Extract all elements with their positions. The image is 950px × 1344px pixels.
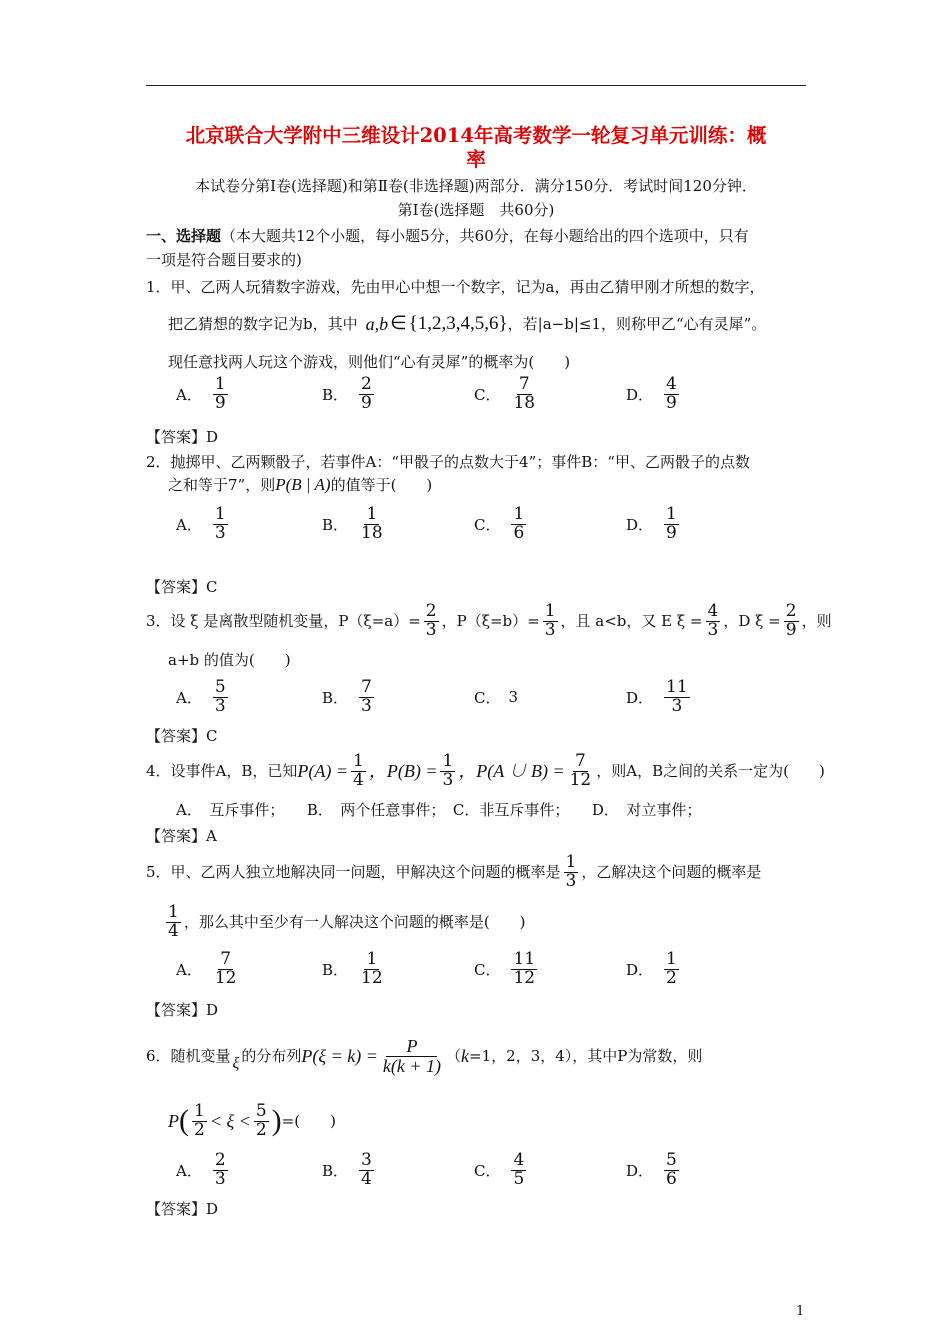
numerator: 2 [361,373,372,394]
option-label: C． [474,515,501,534]
page-number: 1 [796,1304,805,1319]
option-fraction [664,503,679,543]
numerator: 2 [214,1149,226,1170]
q4-line-1 [146,750,825,792]
q6-right-paren: ) [271,1104,282,1137]
denominator: 4 [361,1168,372,1189]
q3-option-b [322,674,377,720]
q4-math-2: ，P(B) = [368,761,438,781]
denominator: 3 [214,522,226,543]
q6-math-1: P(ξ = k) = [301,1046,378,1066]
q6-frac-2: $\frac{5}{2}$ [255,1100,267,1140]
numerator: 11 [666,676,688,697]
option-label: D． [626,1161,654,1180]
q6-text-2: 的分布列 [241,1047,302,1065]
numerator: 1 [366,948,378,969]
q3-option-a [176,674,231,720]
denominator: 3 [214,1168,226,1189]
denominator: 6 [666,1168,677,1189]
numerator: 1 [214,503,226,524]
option-fraction [664,373,679,413]
q4-options: A． 互斥事件； B． 两个任意事件； C．非互斥事件； D． 对立事件； [176,801,702,819]
q6-xi: ξ [232,1055,240,1072]
numerator: 3 [361,1149,372,1170]
numerator: 1 [513,503,525,524]
q2-line-2 [168,475,432,495]
denominator: 5 [513,1168,525,1189]
q6-frac-1: $\frac{1}{2}$ [194,1100,205,1140]
q3-frac-3: $\frac{4}{3}$ [707,600,719,640]
q1-math-ab: a,b [365,314,389,334]
denominator: 3 [361,695,372,716]
option-fraction [359,503,385,543]
q1-text-b: ，若|a−b|≤1，则称甲乙“心有灵犀”。 [507,315,767,333]
denominator: 9 [666,392,677,413]
q2-option-a [176,501,231,547]
denominator: 18 [361,522,383,543]
q2-text-a: 之和等于7”，则 [168,476,276,494]
option-fraction [359,1149,374,1189]
option-label: A． [176,688,202,707]
q5-answer: 【答案】D [146,1001,219,1019]
q6-ineq: < ξ < [209,1111,251,1131]
q2-text-b: 的值等于( ) [330,476,433,494]
q3-line-1 [146,600,832,642]
section-label: 一、选择题 [146,227,222,245]
option-fraction [213,676,228,716]
q5-frac-2: $\frac{1}{4}$ [168,901,179,941]
numerator: 4 [666,373,677,394]
q3-text-2: ，P（ξ=b）= [441,612,540,630]
q2-answer: 【答案】C [146,578,218,596]
q6-text-3: （ [446,1047,462,1065]
q6-left-paren: ( [179,1104,189,1137]
numerator: 1 [366,503,378,524]
q6-line-1 [146,1030,702,1082]
q4-text-1: 4．设事件A，B，已知 [146,762,298,780]
title-line-1: 北京联合大学附中三维设计2014年高考数学一轮复习单元训练：概 [185,124,767,147]
option-fraction [511,373,537,413]
numerator: 11 [513,948,536,969]
q6-frac-main: $\frac{P}{k(k + 1)}$ [382,1035,442,1076]
q4-math-3: ，P(A ∪ B) = [458,761,565,781]
q6-text-5: =( ) [281,1112,336,1130]
q3-text-1: 3．设 ξ 是离散型随机变量，P（ξ=a）= [146,612,421,630]
q5-line-2 [166,900,526,944]
q2-option-b [322,501,388,547]
option-fraction [511,503,526,543]
q6-text-1: 6．随机变量 [146,1047,231,1065]
q6-option-c [474,1147,529,1193]
q3-option-c [474,674,518,720]
q3-line-2: a+b 的值为( ) [168,651,291,669]
q5-text-2: ，乙解决这个问题的概率是 [581,863,762,881]
q5-option-c [474,946,540,992]
numerator: 7 [518,373,530,394]
option-fraction [359,676,374,716]
title-line-2: 率 [466,148,486,171]
q5-text-1: 5．甲、乙两人独立地解决同一问题，甲解决这个问题的概率是 [146,863,561,881]
q3-answer: 【答案】C [146,727,218,745]
option-label: A． [176,515,202,534]
q1-set: {1,2,3,4,5,6} [408,313,508,334]
q2-math: P(B | A) [275,475,331,494]
q1-option-a [176,371,231,417]
option-fraction [213,948,239,988]
q2-line-1: 2．抛掷甲、乙两颗骰子，若事件A：“甲骰子的点数大于4”；事件B：“甲、乙两骰子的点数 [146,453,750,471]
q2-option-d [626,501,682,547]
option-value: 3 [508,688,519,706]
exam-intro: 本试卷分第Ⅰ卷(选择题)和第Ⅱ卷(非选择题)两部分．满分150分．考试时间120分钟． [195,177,757,195]
section-desc: （本大题共12个小题，每小题5分，共60分，在每小题给出的四个选项中，只有 [221,227,749,245]
q6-answer: 【答案】D [146,1200,219,1218]
q6-option-d [626,1147,682,1193]
denominator: 12 [513,967,536,988]
q1-line-1: 1．甲、乙两人玩猜数字游戏，先由甲心中想一个数字，记为a，再由乙猜甲刚才所想的数字， [146,278,765,296]
q6-k: k [461,1046,470,1066]
part-one-heading: 第Ⅰ卷(选择题 共60分) [397,201,555,219]
denominator: 12 [214,967,237,988]
q3-text-4: ，D ξ = [723,612,781,630]
option-label: C． [474,688,501,707]
denominator: 2 [666,967,677,988]
option-fraction [664,1149,679,1189]
denominator: 6 [513,522,525,543]
q6-p: P [168,1111,179,1131]
option-label: B． [322,515,349,534]
numerator: 7 [220,948,232,969]
denominator: 9 [214,392,226,413]
q6-option-a [176,1147,231,1193]
option-fraction [511,1149,526,1189]
q1-line-3: 现任意找两人玩这个游戏，则他们“心有灵犀”的概率为( ) [168,353,571,371]
section-desc-2: 一项是符合题目要求的) [146,251,302,269]
q4-math-1: P(A) = [297,761,349,781]
section-heading [146,226,749,246]
option-fraction [511,948,537,988]
option-label: B． [322,688,349,707]
option-fraction [213,1149,228,1189]
option-fraction [359,373,374,413]
option-fraction [664,948,679,988]
q1-answer: 【答案】D [146,428,219,446]
q5-text-3: ，那么其中至少有一人解决这个问题的概率是( ) [183,913,526,931]
q1-text-a: 把乙猜想的数字记为b，其中 [168,315,358,333]
q3-frac-1: $\frac{2}{3}$ [425,600,437,640]
option-label: B． [322,960,349,979]
option-fraction [664,676,690,716]
denominator: 9 [361,392,372,413]
numerator: 5 [666,1149,677,1170]
q4-text-2: ，则A，B之间的关系一定为( ) [596,762,825,780]
q3-frac-4: $\frac{2}{9}$ [785,600,797,640]
option-label: D． [626,688,654,707]
option-label: A． [176,960,202,979]
q6-line-2 [168,1098,336,1144]
denominator: 3 [671,695,683,716]
q3-option-d [626,674,693,720]
numerator: 1 [214,373,226,394]
numerator: 7 [361,676,372,697]
denominator: 3 [214,695,226,716]
option-label: C． [474,960,501,979]
option-label: C． [474,385,501,404]
q3-text-5: ，则 [801,612,832,630]
q1-option-d [626,371,682,417]
option-label: C． [474,1161,501,1180]
numerator: 5 [214,676,226,697]
q5-option-a [176,946,241,992]
q2-option-c [474,501,529,547]
option-fraction [359,948,385,988]
denominator: 9 [666,522,677,543]
q5-option-b [322,946,388,992]
q4-frac-3: $\frac{7}{12}$ [569,750,592,790]
option-label: B． [322,385,349,404]
q1-in-symbol: ∈ [390,313,407,334]
q6-option-b [322,1147,377,1193]
denominator: 12 [361,967,383,988]
option-label: A． [176,1161,202,1180]
option-label: D． [626,385,654,404]
q4-answer: 【答案】A [146,827,217,845]
numerator: 4 [513,1149,525,1170]
document-title [140,124,812,172]
header-rule [146,85,806,86]
q6-text-4: =1，2，3，4），其中P为常数，则 [469,1047,703,1065]
numerator: 1 [666,948,677,969]
q4-frac-1: $\frac{1}{4}$ [353,750,364,790]
q1-option-b [322,371,377,417]
q5-line-1 [146,850,761,894]
option-fraction [213,373,228,413]
option-label: B． [322,1161,349,1180]
option-label: A． [176,385,202,404]
q5-option-d [626,946,682,992]
q3-frac-2: $\frac{1}{3}$ [544,600,556,640]
option-label: D． [626,515,654,534]
option-fraction [213,503,228,543]
q1-option-c [474,371,540,417]
q3-text-3: ，且 a<b，又 E ξ = [560,612,703,630]
option-label: D． [626,960,654,979]
numerator: 1 [666,503,677,524]
denominator: 18 [513,392,536,413]
q1-line-2 [168,304,766,344]
q5-frac-1: $\frac{1}{3}$ [565,851,577,891]
q4-frac-2: $\frac{1}{3}$ [442,750,454,790]
